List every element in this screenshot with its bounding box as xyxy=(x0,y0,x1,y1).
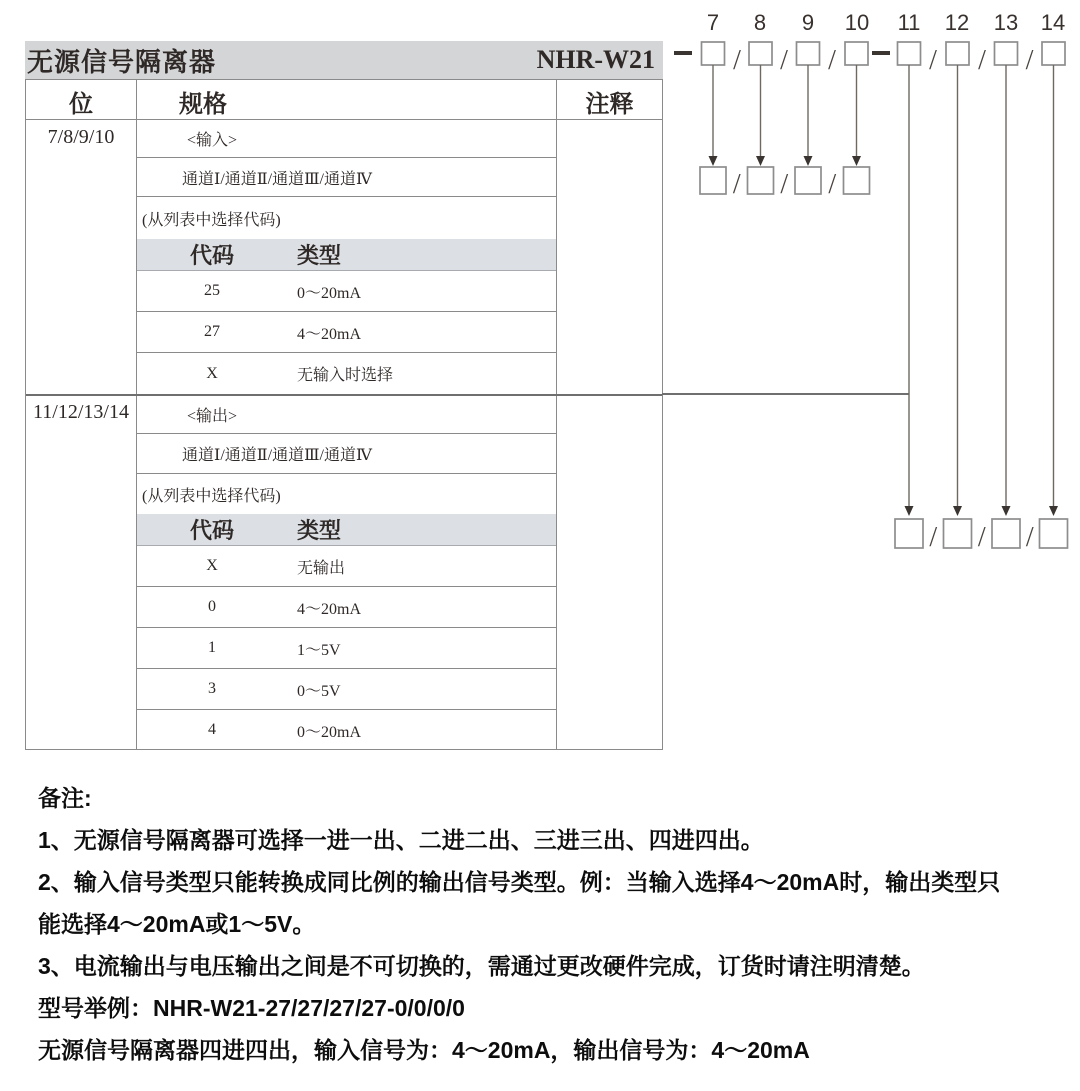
arrowhead xyxy=(1049,506,1058,516)
arrowhead xyxy=(709,156,718,166)
model-code-diagram xyxy=(660,0,1080,560)
model-code-box-10 xyxy=(845,42,868,65)
input-channels-row: 通道Ⅰ/通道Ⅱ/通道Ⅲ/通道Ⅳ xyxy=(137,158,556,197)
type-value: 4～20mA xyxy=(297,325,362,343)
code-value: X xyxy=(206,364,218,382)
slash-separator: / xyxy=(977,522,986,553)
output-hint-row: (从列表中选择代码) xyxy=(142,487,281,505)
type-value: 无输入时选择 xyxy=(297,367,394,384)
input-code-row xyxy=(137,353,556,394)
output-code-row xyxy=(137,628,556,669)
position-number-10: 10 xyxy=(844,10,870,35)
code-value: 25 xyxy=(204,282,220,299)
model-code-box-11 xyxy=(898,42,921,65)
slash-separator: / xyxy=(733,45,741,76)
output-code-row xyxy=(137,546,556,587)
slash-separator: / xyxy=(780,45,788,76)
model-code-box-12 xyxy=(946,42,969,65)
note-1: 1、无源信号隔离器可选择一进一出、二进二出、三进三出、四进四出。 xyxy=(38,827,764,853)
input-select-box-7 xyxy=(700,167,726,194)
dash-separator xyxy=(674,51,692,55)
input-select-box-9 xyxy=(795,167,821,194)
model-code-box-7 xyxy=(702,42,725,65)
type-value: 无输出 xyxy=(297,559,346,577)
spec-table xyxy=(25,79,663,750)
note-2-line-1: 2、输入信号类型只能转换成同比例的输出信号类型。例：当输入选择4～20mA时，输出类型只 xyxy=(38,869,1001,895)
code-header: 代码 xyxy=(189,243,234,268)
arrowhead xyxy=(953,506,962,516)
column-divider-note xyxy=(556,80,557,749)
code-value: 0 xyxy=(208,598,216,615)
arrowhead xyxy=(804,156,813,166)
arrowhead xyxy=(756,156,765,166)
type-header: 类型 xyxy=(297,518,342,543)
slash-separator: / xyxy=(978,45,986,76)
slash-separator: / xyxy=(929,522,938,553)
header-note: 注释 xyxy=(585,92,634,118)
slash-separator: / xyxy=(732,169,741,200)
type-value: 0～20mA xyxy=(297,723,362,741)
position-label-output: 11/12/13/14 xyxy=(33,401,129,423)
code-value: 1 xyxy=(208,639,216,656)
output-label-row: <输出> xyxy=(137,396,556,434)
input-select-box-10 xyxy=(844,167,870,194)
input-code-row xyxy=(137,271,556,312)
arrowhead xyxy=(852,156,861,166)
output-code-row xyxy=(137,710,556,750)
input-label-row: <输入> xyxy=(137,119,556,158)
output-select-box-12 xyxy=(944,519,972,548)
slash-separator: / xyxy=(828,45,836,76)
table-header-row xyxy=(26,80,662,120)
input-select-box-8 xyxy=(748,167,774,194)
output-code-row xyxy=(137,587,556,628)
slash-separator: / xyxy=(828,169,837,200)
code-value: 27 xyxy=(204,323,220,340)
output-select-box-14 xyxy=(1040,519,1068,548)
header-position: 位 xyxy=(69,92,93,118)
code-value: 3 xyxy=(208,680,216,697)
example-model: 型号举例：NHR-W21-27/27/27/27-0/0/0/0 xyxy=(38,995,465,1021)
model-code-box-9 xyxy=(797,42,820,65)
arrowhead xyxy=(1002,506,1011,516)
arrowhead xyxy=(905,506,914,516)
slash-separator: / xyxy=(1025,45,1034,76)
output-select-box-13 xyxy=(992,519,1020,548)
position-number-14: 14 xyxy=(1040,10,1066,35)
code-value: 4 xyxy=(208,721,216,738)
model-number: NHR-W21 xyxy=(536,45,655,74)
dash-separator xyxy=(872,51,890,55)
position-number-7: 7 xyxy=(706,10,720,35)
notes-heading: 备注: xyxy=(38,785,92,811)
output-code-row xyxy=(137,669,556,710)
output-channels-row: 通道Ⅰ/通道Ⅱ/通道Ⅲ/通道Ⅳ xyxy=(137,434,556,474)
type-value: 0～5V xyxy=(297,682,341,700)
code-header: 代码 xyxy=(189,518,234,543)
example-description: 无源信号隔离器四进四出，输入信号为：4～20mA，输出信号为：4～20mA xyxy=(38,1037,810,1063)
position-number-9: 9 xyxy=(801,10,815,35)
product-name: 无源信号隔离器 xyxy=(27,47,217,77)
model-code-box-13 xyxy=(995,42,1018,65)
type-value: 0～20mA xyxy=(297,284,362,302)
type-value: 1～5V xyxy=(297,641,341,659)
notes-section xyxy=(38,777,1048,1071)
slash-separator: / xyxy=(929,45,937,76)
slash-separator: / xyxy=(780,169,789,200)
code-value: X xyxy=(206,557,218,574)
input-hint-row: (从列表中选择代码) xyxy=(142,211,281,229)
position-number-13: 13 xyxy=(993,10,1019,35)
position-number-12: 12 xyxy=(944,10,970,35)
model-code-box-14 xyxy=(1042,42,1065,65)
model-code-box-8 xyxy=(749,42,772,65)
output-select-box-11 xyxy=(895,519,923,548)
position-number-8: 8 xyxy=(753,10,767,35)
note-3: 3、电流输出与电压输出之间是不可切换的，需通过更改硬件完成，订货时请注明清楚。 xyxy=(38,953,925,979)
input-code-header-row xyxy=(137,239,556,271)
output-code-header-row xyxy=(137,514,556,546)
note-2-line-2: 能选择4～20mA或1～5V。 xyxy=(38,911,316,937)
type-header: 类型 xyxy=(297,243,342,268)
type-value: 4～20mA xyxy=(297,600,362,618)
header-spec: 规格 xyxy=(179,92,227,118)
input-code-row xyxy=(137,312,556,353)
position-label-input: 7/8/9/10 xyxy=(47,126,115,148)
position-number-11: 11 xyxy=(897,10,921,35)
title-bar xyxy=(25,41,663,79)
slash-separator: / xyxy=(1025,522,1034,553)
